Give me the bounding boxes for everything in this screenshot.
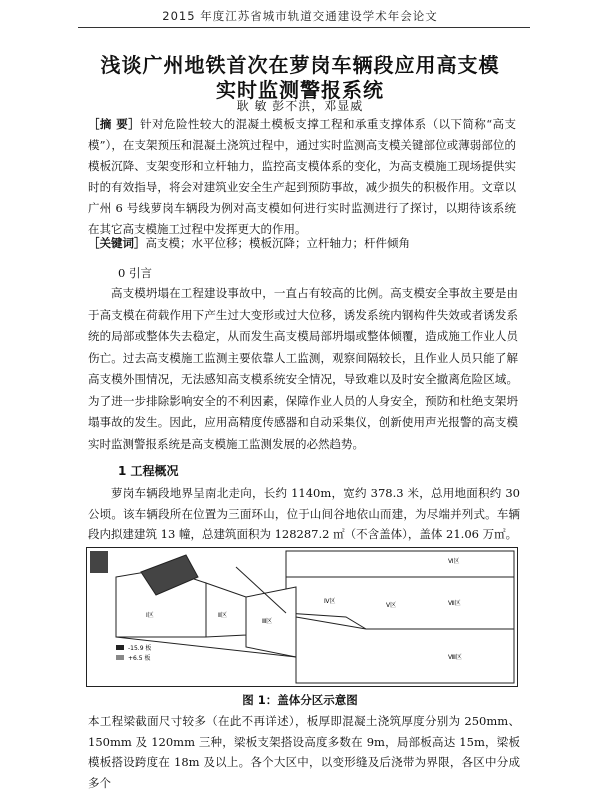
zone-label-viii: Ⅷ区 (448, 654, 462, 661)
legend-text-1: -15.9 板 (128, 645, 152, 652)
zone-label-vii: Ⅶ区 (448, 600, 461, 607)
running-header: 2015 年度江苏省城市轨道交通建设学术年会论文 (162, 9, 438, 23)
paper-title-line2: 实时监测警报系统 (216, 78, 384, 102)
zone-label-vi: Ⅵ区 (448, 558, 460, 565)
zoning-figure (86, 547, 518, 687)
keywords-text: 高支模；水平位移；模板沉降；立杆轴力；杆件倾角 (145, 236, 410, 250)
keywords-label: ［关键词］ (88, 236, 146, 250)
zoning-diagram (86, 547, 518, 687)
legend-swatch-1 (116, 645, 124, 650)
zone-label-v: Ⅴ区 (386, 602, 397, 609)
zone-corner-shape (90, 551, 108, 573)
zone-label-iv: Ⅳ区 (324, 598, 336, 605)
intro-paragraph: 高支模坍塌在工程建设事故中，一直占有较高的比例。高支模安全事故主要是由于高支模在荷载作用下产生过大变形或过大位移，诱发系统内钢构件失效或者诱发系统的局部或整体失去稳定，从而发生高支模局部坍塌或整体倾覆，造成施工作业人员伤亡。过去高支模施工监测主要依靠人工监测，观察间隔较长，且作业人员只能了解高支模外围情况，无法感知高支模系统安全情况，导致难以及时安全撤离危险区域。为了进一步排除影响安全的不利因素，保障作业人员的人身安全，预防和杜绝支架坍塌事故的发生。因此，应用高精度传感器和自动采集仪，创新使用声光报警的高支模实时监测警报系统是高支模施工监测发展的必然趋势。 (88, 286, 518, 451)
authors: 耿 敏 彭不洪，邓显威 (236, 99, 364, 113)
zone-label-iii: Ⅲ区 (262, 618, 273, 625)
section1-heading: 1 工程概况 (118, 464, 179, 478)
paper-title-line1: 浅谈广州地铁首次在萝岗车辆段应用高支模 (100, 53, 500, 77)
figure-caption: 图 1：盖体分区示意图 (242, 693, 358, 707)
legend-text-2: +6.5 板 (128, 655, 151, 662)
abstract-label: ［摘 要］ (88, 117, 141, 131)
legend-swatch-2 (116, 655, 124, 660)
abstract (88, 114, 516, 240)
header-rule (78, 27, 530, 28)
zone-label-i: Ⅰ区 (146, 612, 154, 619)
keywords (88, 235, 518, 251)
project-paragraph: 萝岗车辆段地界呈南北走向，长约 1140m，宽约 378.3 米，总用地面积约 30 公顷。该车辆段所在位置为三面环山，位于山间谷地依山而建，为尽端并列式。车辆段内拟建建筑 13 幢，总建筑面积为 128287.2 ㎡（不含盖体），盖体 21.06 万㎡。 (88, 486, 520, 541)
abstract-text: 针对危险性较大的混凝土模板支撑工程和承重支撑体系（以下简称“高支模”），在支架预压和混凝土浇筑过程中，通过实时监测高支模关键部位或薄弱部位的模板沉降、支架变形和立杆轴力，监控高支模体系的变化，为高支模施工现场提供实时的有效指导，将会对建筑业安全生产起到预防事故，减少损失的积极作用。文章以广州 6 号线萝岗车辆段为例对高支模如何进行实时监测进行了探讨，以期待该系统在其它高支模施工过程中发挥更大的作用。 (88, 117, 516, 236)
zone-vi-shape (286, 551, 514, 577)
section0-heading: 0 引言 (118, 266, 152, 280)
zone-label-ii: Ⅱ区 (218, 612, 227, 619)
continuation-paragraph: 本工程梁截面尺寸较多（在此不再详述），板厚即混凝土浇筑厚度分别为 250mm、150mm 及 120mm 三种，梁板支架搭设高度多数在 9m，局部板高达 15m，梁板模板搭设跨度在 18m 及以上。各个大区中，以变形缝及后浇带为界限，各区中分成多个 (88, 714, 520, 790)
